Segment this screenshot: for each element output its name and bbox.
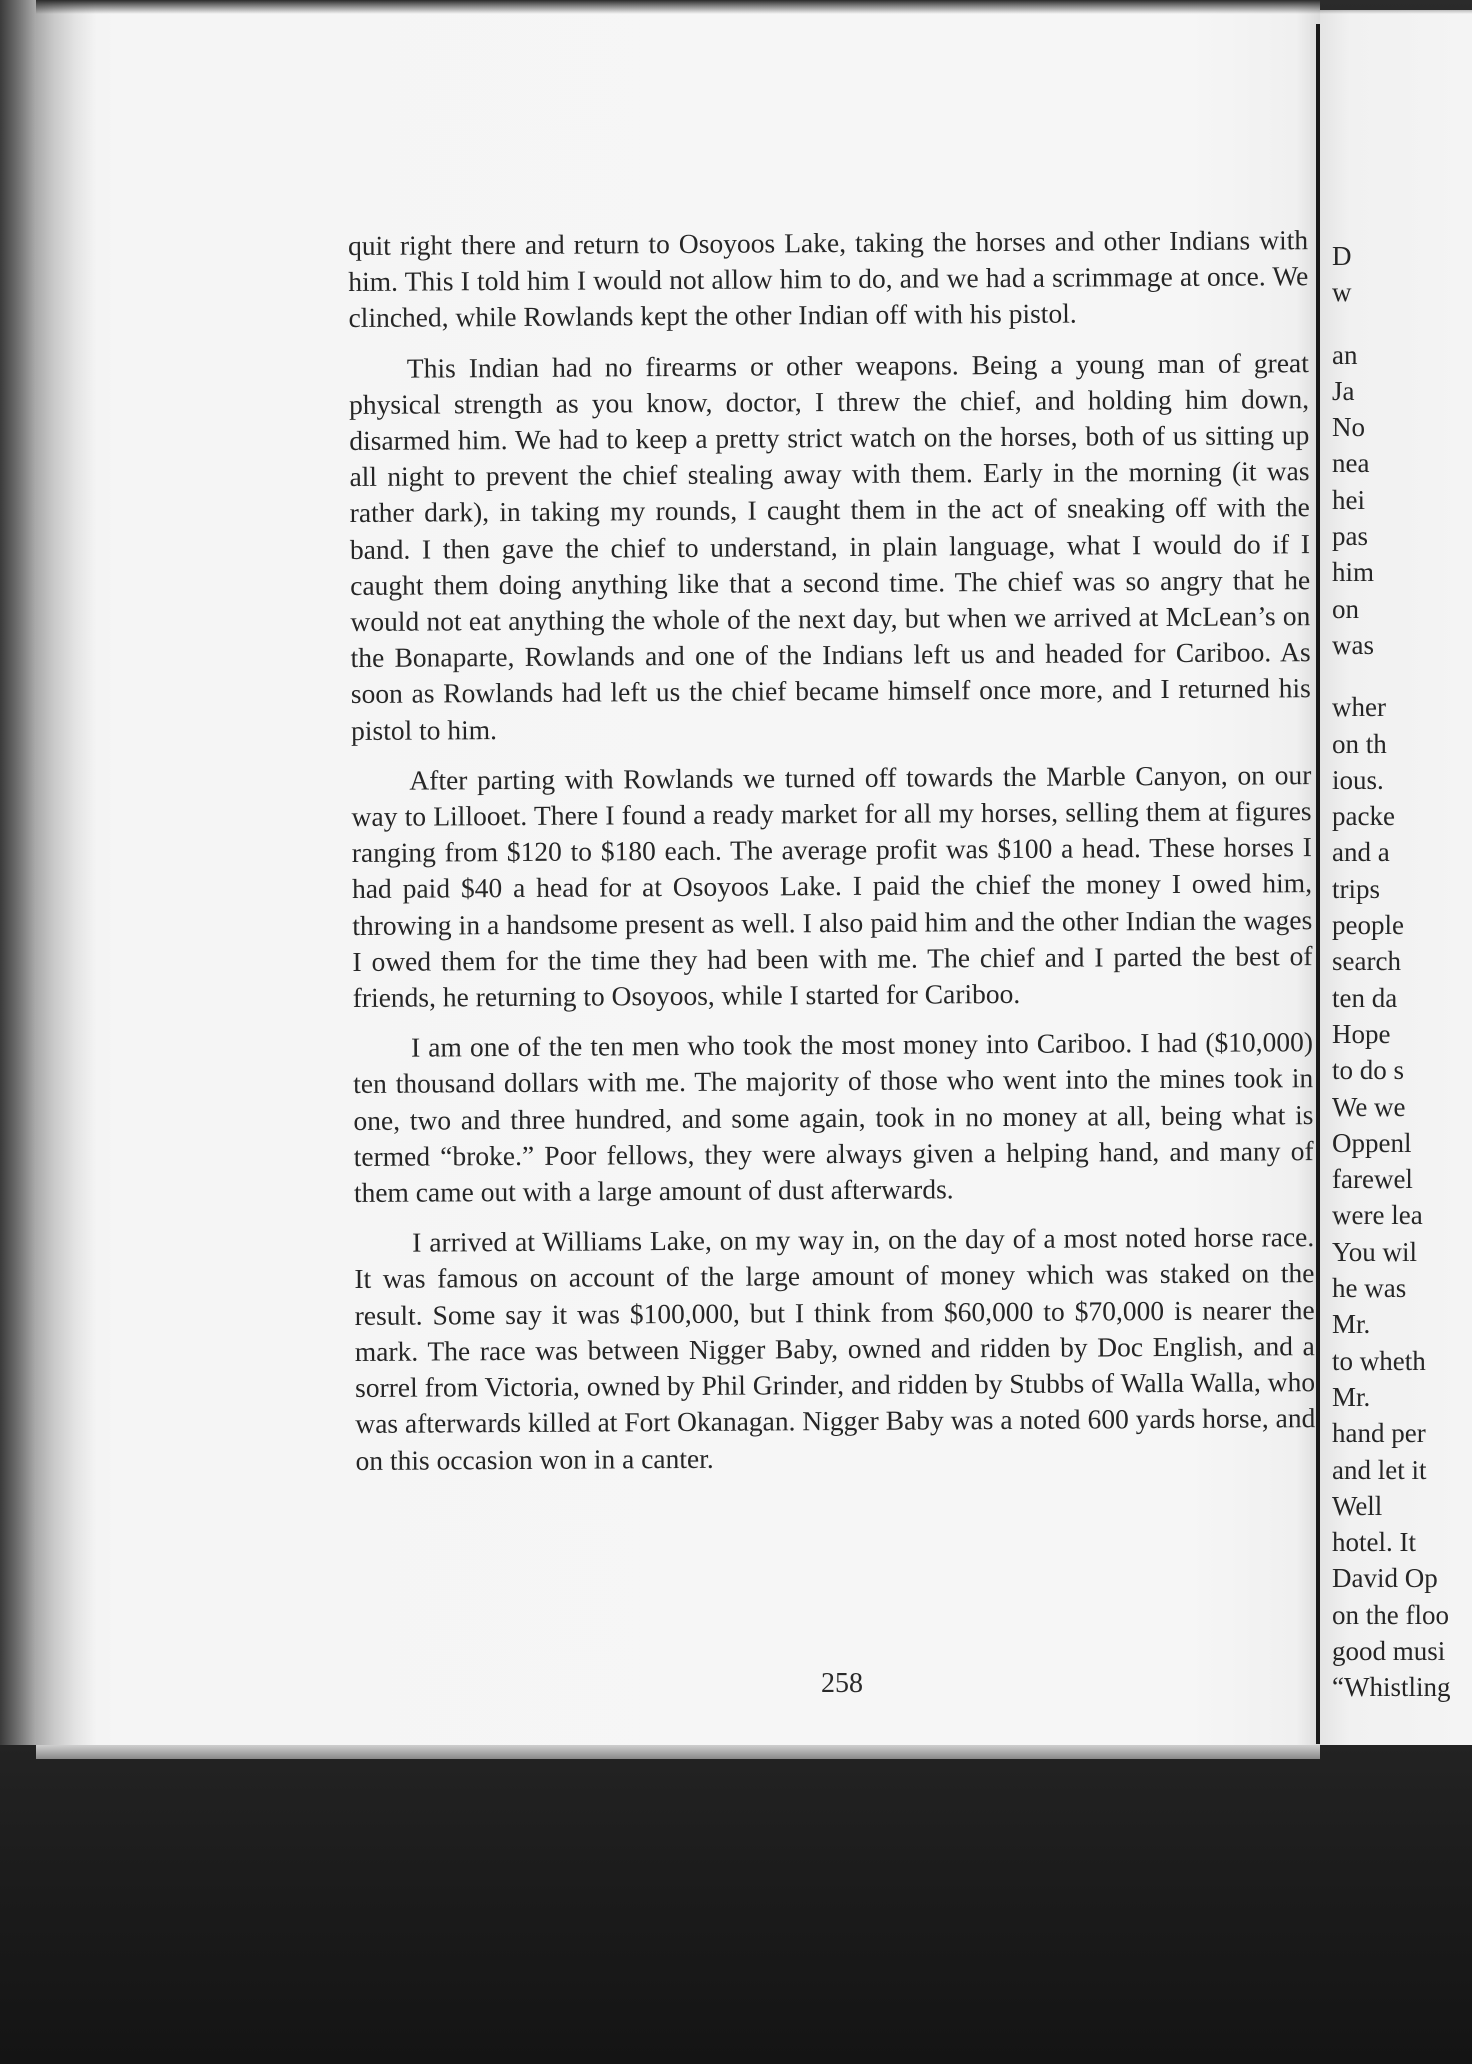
text-fragment: good musi xyxy=(1332,1635,1446,1666)
text-fragment: hand per xyxy=(1332,1418,1426,1449)
paragraph: I arrived at Williams Lake, on my way in, on the day of a most noted horse race. It was famous on account of the large amount of money which was staked on the result. Some say it was $100,000, but I think from $60,000 to $70,000 is nearer the mark. The race was between Nigger Baby, owned and ridden by Doc English, and a sorrel from Victoria, owned by Phil Grinder, and ridden by Stubbs of Walla Walla, who was afterwards killed at Fort Okanagan. Nigger Baby was a noted 600 yards horse, and on this occasion won in a canter. xyxy=(354,1221,1316,1476)
text-fragment: Oppenl xyxy=(1332,1127,1412,1158)
top-shadow xyxy=(36,0,1472,14)
spacer xyxy=(1332,663,1472,689)
text-fragment: people xyxy=(1332,910,1404,941)
text-fragment: Ja xyxy=(1332,375,1355,406)
text-fragment: ten da xyxy=(1332,982,1398,1013)
left-page-text xyxy=(348,222,1316,1493)
text-fragment: packe xyxy=(1332,801,1395,832)
text-fragment: search xyxy=(1332,946,1401,977)
paragraph: This Indian had no firearms or other weapons. Being a young man of great physical strength as you know, doctor, I threw the chief, and holding him down, disarmed him. We had to keep a pretty strict watch on the horses, both of us sitting up all night to prevent the chief stealing away with them. Early in the morning (it was rather dark), in taking my rounds, I caught them in the act of sneaking off with the band. I then gave the chief to understand, in plain language, what I would do if I caught them doing anything like that a second time. The chief was so angry that he would not eat anything the whole of the next day, but when we arrived at McLean’s on the Bonaparte, Rowlands and one of the Indians left us and headed for Cariboo. As soon as Rowlands had left us the chief became himself once more, and I returned his pistol to him. xyxy=(348,346,1311,746)
text-fragment: he was xyxy=(1332,1273,1407,1304)
text-fragment: Hope xyxy=(1332,1018,1391,1049)
text-fragment: No xyxy=(1332,412,1365,443)
text-fragment: and a xyxy=(1332,837,1390,868)
text-fragment: pas xyxy=(1332,521,1368,552)
text-fragment: ious. xyxy=(1332,764,1384,795)
text-fragment: You wil xyxy=(1332,1236,1418,1267)
paragraph: quit right there and return to Osoyoos Lake, taking the horses and other Indians with him. This I told him I would not allow him to do, and we had a scrimmage at once. We clinched, while Rowlands kept the other Indian off with his pistol. xyxy=(348,224,1309,334)
paragraph: After parting with Rowlands we turned off towards the Marble Canyon, on our way to Lillooet. There I found a ready market for all my horses, selling them at figures ranging from $120 to $180 each. The average profit was $100 a head. These horses I had paid $40 a head for at Osoyoos Lake. I paid the chief the money I owed him, throwing in a handsome present as well. I also paid him and the other Indian the wages I owed them for the time they had been with me. The chief and I parted the best of friends, he returning to Osoyoos, while I started for Cariboo. xyxy=(351,758,1313,1014)
text-fragment: on xyxy=(1332,593,1359,624)
page-number: 258 xyxy=(821,1668,863,1699)
right-page-text xyxy=(1332,238,1472,1706)
text-fragment: D xyxy=(1332,241,1352,271)
scanner-bed-bottom xyxy=(0,1745,1472,2064)
book-edge-left xyxy=(0,0,40,1760)
text-fragment: w xyxy=(1332,277,1352,308)
text-fragment: Well xyxy=(1332,1490,1383,1521)
text-fragment: an xyxy=(1332,339,1358,370)
text-fragment: to do s xyxy=(1332,1055,1405,1086)
text-fragment: him xyxy=(1332,557,1375,588)
text-fragment: to wheth xyxy=(1332,1345,1426,1376)
text-fragment: was xyxy=(1332,629,1374,660)
text-fragment: Mr. xyxy=(1332,1381,1371,1412)
text-fragment: Mr. xyxy=(1332,1309,1371,1340)
text-fragment: on th xyxy=(1332,728,1387,759)
paragraph: I am one of the ten men who took the most money into Cariboo. I had ($10,000) ten thousand dollars with me. The majority of those who went into the mines took in one, two and three hundred, and some again, took in no money at all, being what is termed “broke.” Poor fellows, they were always given a helping hand, and many of them came out with a large amount of dust afterwards. xyxy=(353,1026,1314,1209)
page-stack-edge xyxy=(36,1745,1320,1759)
text-fragment: on the floo xyxy=(1332,1599,1449,1630)
text-fragment: farewel xyxy=(1332,1164,1413,1195)
text-fragment: hei xyxy=(1332,484,1365,515)
spacer xyxy=(1332,311,1472,337)
text-fragment: and let it xyxy=(1332,1454,1427,1485)
text-fragment: wher xyxy=(1332,692,1386,723)
text-fragment: hotel. It xyxy=(1332,1527,1416,1558)
text-fragment: “Whistling xyxy=(1332,1672,1451,1703)
text-fragment: nea xyxy=(1332,448,1370,479)
text-fragment: We we xyxy=(1332,1091,1406,1122)
text-fragment: David Op xyxy=(1332,1563,1438,1594)
text-fragment: were lea xyxy=(1332,1200,1423,1231)
text-fragment: trips xyxy=(1332,873,1381,904)
right-page xyxy=(1320,10,1472,1755)
